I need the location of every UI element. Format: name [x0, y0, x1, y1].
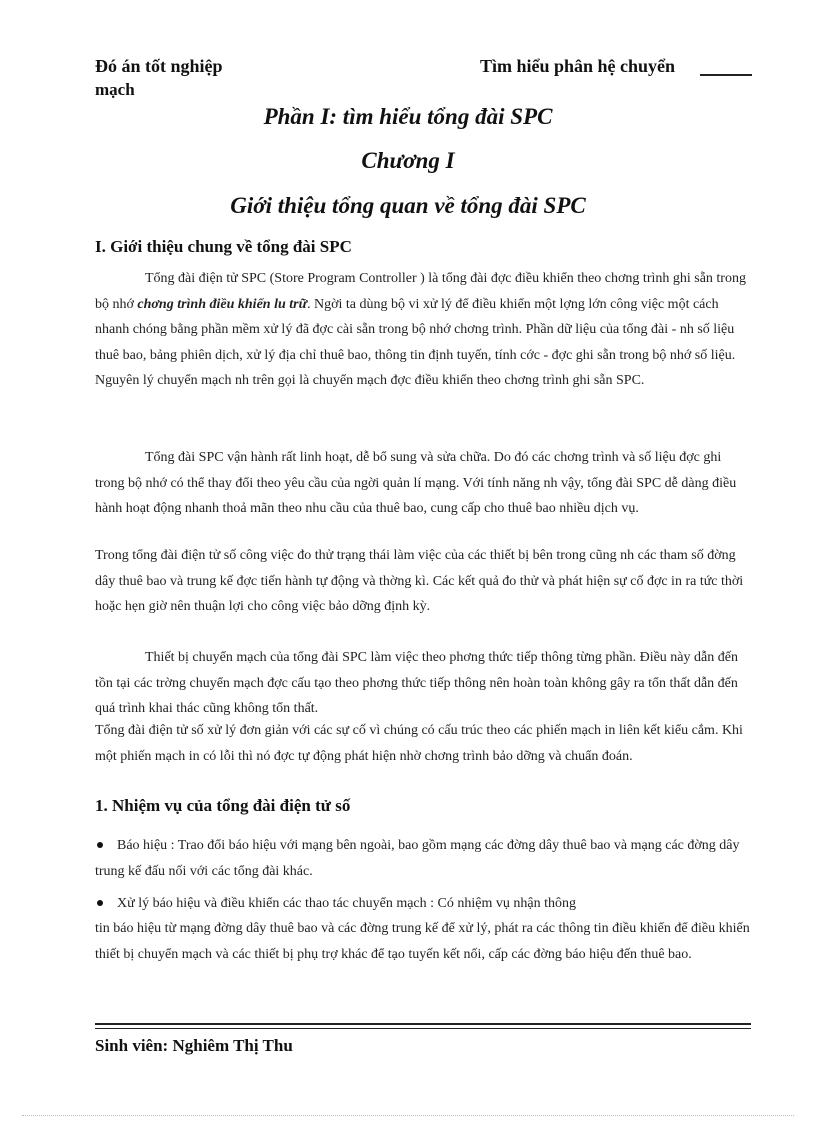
subsection-heading: 1. Nhiệm vụ của tổng đài điện tử số	[95, 796, 351, 815]
bullet-processing-rest: tin báo hiệu từ mạng đờng dây thuê bao và các đờng trung kế để xử lý, phát ra các thông tin điều khiển để điều khiển thiết bị chuyển mạch và các thiết bị phụ trợ khác để tạo tuyến kết nối, cấp các đờng báo hiệu đến thuê bao.	[95, 921, 750, 962]
footer-rule-thin	[95, 1028, 751, 1029]
chapter-title: Giới thiệu tổng quan về tổng đài SPC	[230, 193, 586, 218]
bullet-signaling: Báo hiệu : Trao đổi báo hiệu với mạng bên ngoài, bao gồm mạng các đờng dây thuê bao và mạng các đờng dây trung kế đấu nối với các tổng đài khác.	[95, 838, 740, 879]
header-topic-continuation: mạch	[95, 80, 135, 99]
paragraph-flexibility: Tổng đài SPC vận hành rất linh hoạt, dễ bổ sung và sửa chữa. Do đó các chơng trình và số liệu đợc ghi trong bộ nhớ có thể thay đổi theo yêu cầu của ngời quản lí mạng. Với tính năng nh vậy, tổng đài SPC dễ dàng điều hành hoạt động nhanh thoả mãn theo nhu cầu của thuê bao, cung cấp cho thuê bao nhiều dịch vụ.	[95, 450, 737, 517]
paragraph-testing: Trong tổng đài điện tử số công việc đo thử trạng thái làm việc của các thiết bị bên trong cũng nh các tham số đờng dây thuê bao và trung kế đợc tiến hành tự động và thờng kì. Các kết quả đo thử và phát hiện sự cố đợc in ra tức thời hoặc hẹn giờ nên thuận lợi cho công việc bảo dỡng định kỳ.	[95, 548, 744, 615]
bullet-icon	[97, 900, 103, 906]
header-topic-label: Tìm hiểu phân hệ chuyển	[480, 56, 676, 76]
paragraph-fault-handling: Tổng đài điện tử số xử lý đơn giản với các sự cố vì chúng có cấu trúc theo các phiến mạch in liên kết kiểu cắm. Khi một phiến mạch in có lỗi thì nó đợc tự động phát hiện nhờ chơng trình bảo dỡng và chuẩn đoán.	[95, 723, 743, 764]
paragraph-intro-emphasis: chơng trình điều khiển lu trữ	[137, 296, 307, 312]
footer-student-name: Sinh viên: Nghiêm Thị Thu	[95, 1036, 293, 1055]
footer-rule	[95, 1023, 751, 1025]
paragraph-intro-start: Tổng đài điện tử SPC (Store Program Controller ) là tổng đài đợc điều khiển theo chơng trình ghi sẵn trong bộ nhớ	[95, 271, 746, 312]
chapter-number: Chương I	[361, 148, 455, 173]
paragraph-intro-end: . Ngời ta dùng bộ vi xử lý để điều khiển một lợng lớn công việc một cách nhanh chóng bằng phần mềm xử lý đã đợc cài sẵn trong bộ nhớ chơng trình. Phần dữ liệu của tổng đài - nh số liệu thuê bao, bảng phiên dịch, xử lý địa chỉ thuê bao, thông tin định tuyến, tính cớc - đợc ghi sẵn trong bộ nhớ số liệu. Nguyên lý chuyển mạch nh trên gọi là chuyển mạch đợc điều khiển theo chơng trình ghi sẵn SPC.	[95, 296, 736, 389]
header-project-label: Đó án tốt nghiệp	[95, 56, 223, 76]
page-bottom-border	[22, 1115, 794, 1116]
header-rule	[700, 74, 752, 76]
paragraph-switching: Thiết bị chuyển mạch của tổng đài SPC làm việc theo phơng thức tiếp thông từng phần. Điều này dẫn đến tồn tại các trờng chuyển mạch đợc cấu tạo theo phơng thức tiếp thông nên hoàn toàn không gây ra tổn thất dẫn đến quá trình khai thác cũng không tổn thất.	[95, 650, 738, 717]
part-title: Phần I: tìm hiểu tổng đài SPC	[263, 104, 553, 129]
bullet-processing-first-line: Xử lý báo hiệu và điều khiển các thao tác chuyển mạch : Có nhiệm vụ nhận thông	[117, 896, 576, 911]
section-heading: I. Giới thiệu chung về tổng đài SPC	[95, 237, 352, 256]
paragraph-intro	[95, 266, 753, 394]
